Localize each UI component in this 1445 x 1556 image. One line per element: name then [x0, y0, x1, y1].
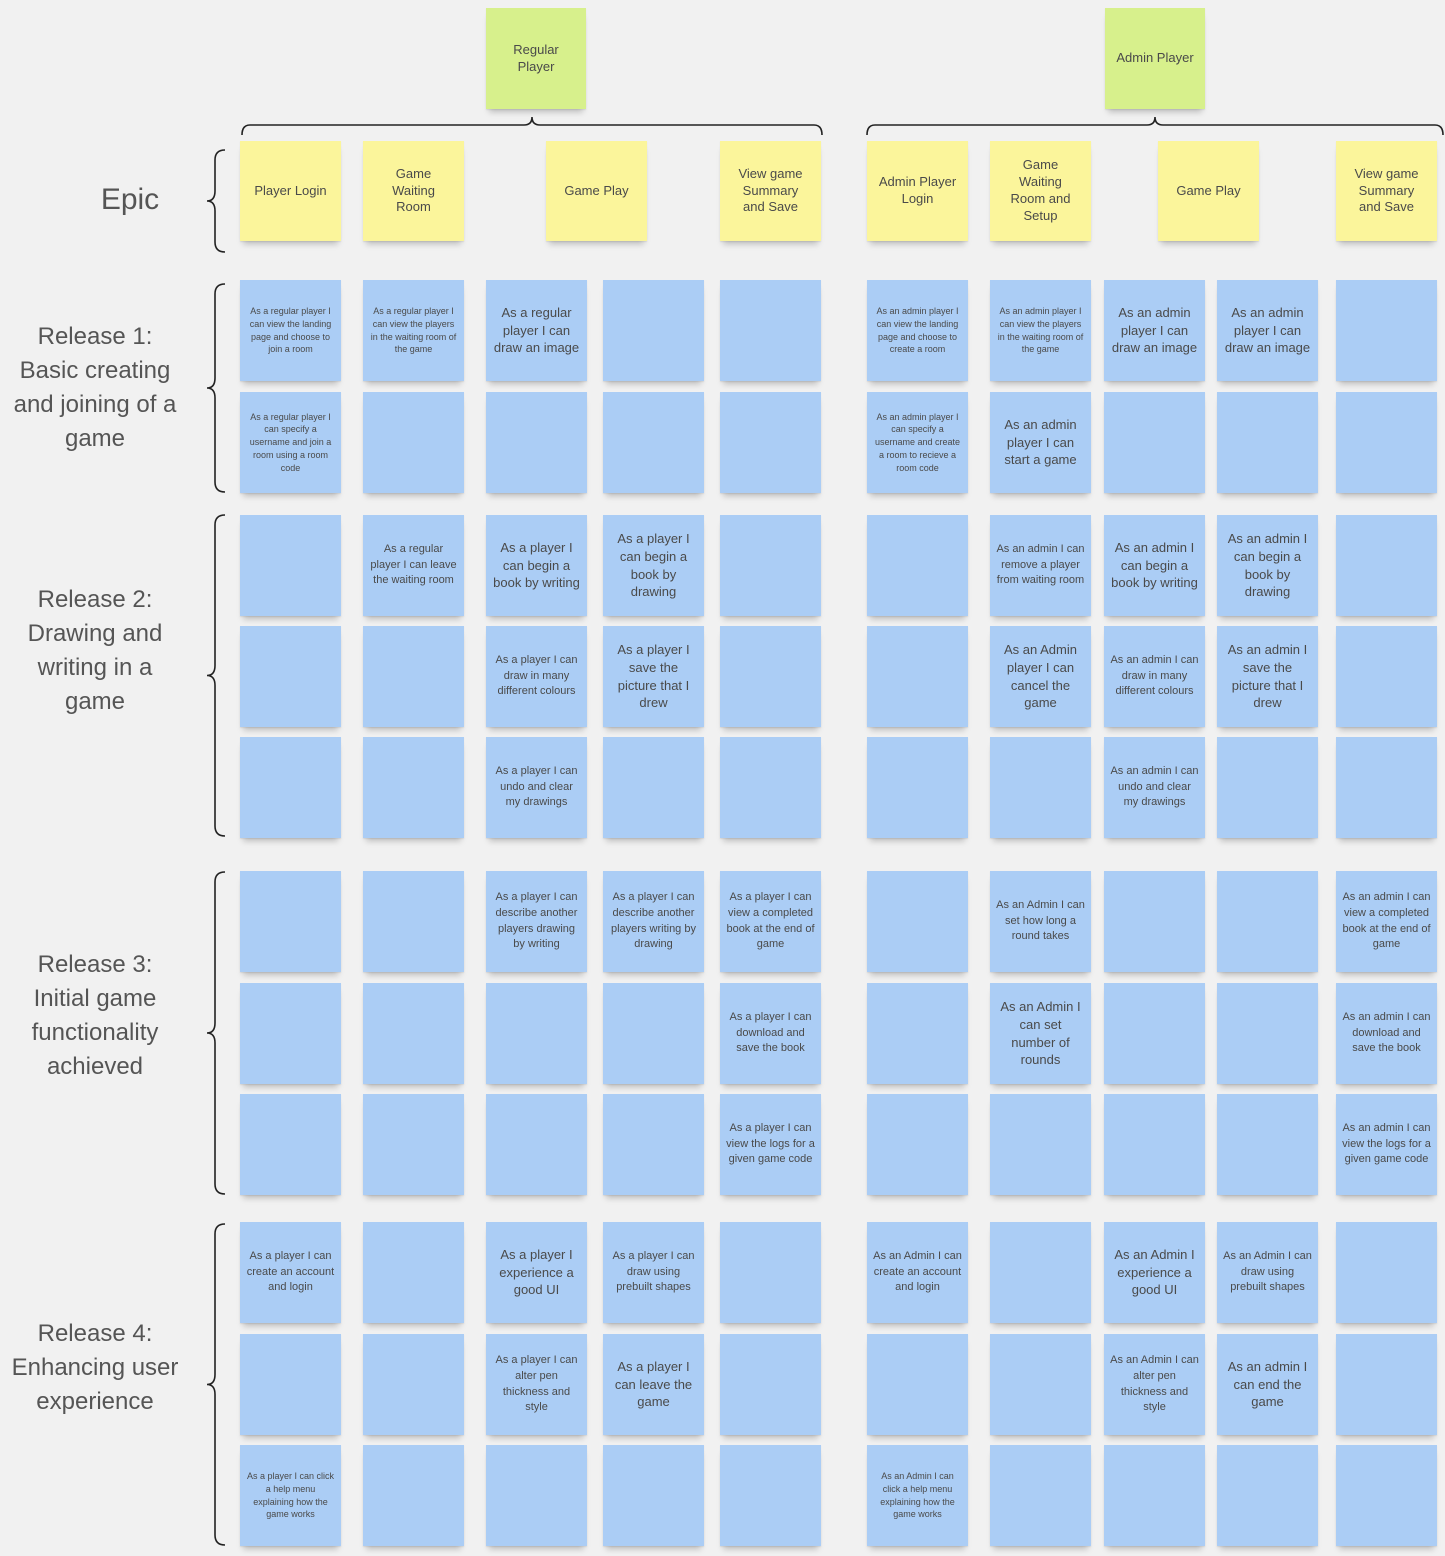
story-note[interactable]	[486, 280, 587, 381]
empty-story-note[interactable]	[486, 1094, 587, 1195]
empty-story-note[interactable]	[1217, 871, 1318, 972]
empty-story-note[interactable]	[240, 626, 341, 727]
story-note-text: As an admin I can download and save the book	[1342, 1011, 1431, 1055]
story-note[interactable]	[867, 1222, 968, 1323]
story-note[interactable]	[990, 871, 1091, 972]
story-note[interactable]	[1217, 1334, 1318, 1435]
persona-note[interactable]	[486, 8, 586, 109]
epic-note[interactable]	[240, 141, 341, 241]
epic-note[interactable]	[720, 141, 821, 241]
story-note-text: As a player I can alter pen thickness and style	[495, 1354, 578, 1414]
empty-story-note[interactable]	[1336, 1334, 1437, 1435]
epic-note-text: Game Waiting Room	[392, 165, 435, 215]
story-note-text: As an admin player I can view the landing page and choose to create a room	[876, 305, 959, 355]
empty-story-note[interactable]	[1336, 1222, 1437, 1323]
story-note-text: As a regular player I can specify a username and join a room using a room code	[249, 411, 332, 473]
story-note[interactable]	[1217, 280, 1318, 381]
story-note[interactable]	[363, 515, 464, 616]
empty-story-note[interactable]	[720, 737, 821, 838]
epic-note-text: Game Play	[1176, 182, 1241, 198]
story-note-text: As a player I can begin a book by drawing	[617, 530, 690, 600]
story-note[interactable]	[1336, 983, 1437, 1084]
story-note[interactable]	[1104, 1334, 1205, 1435]
epic-note-text: Admin Player Login	[878, 174, 957, 206]
empty-story-note[interactable]	[363, 983, 464, 1084]
story-note-text: As a player I can view a completed book at the end of game	[726, 891, 815, 951]
story-note[interactable]	[240, 392, 341, 493]
story-note[interactable]	[486, 1222, 587, 1323]
empty-story-note[interactable]	[1217, 1094, 1318, 1195]
empty-story-note[interactable]	[867, 515, 968, 616]
story-note-text: As an Admin I can set how long a round takes	[996, 899, 1085, 943]
story-note[interactable]	[867, 1445, 968, 1546]
empty-story-note[interactable]	[363, 737, 464, 838]
story-note[interactable]	[1104, 1222, 1205, 1323]
empty-story-note[interactable]	[867, 983, 968, 1084]
story-note[interactable]	[720, 871, 821, 972]
release-label: Release 3: Initial game functionality achieved	[31, 951, 159, 1080]
story-note-text: As an admin I save the picture that I drew	[1227, 641, 1308, 711]
story-note[interactable]	[486, 515, 587, 616]
story-note[interactable]	[720, 1094, 821, 1195]
story-note[interactable]	[486, 626, 587, 727]
empty-story-note[interactable]	[1104, 983, 1205, 1084]
empty-story-note[interactable]	[990, 1094, 1091, 1195]
story-note-text: As an admin player I can view the players in the waiting room of the game	[997, 305, 1084, 355]
empty-story-note[interactable]	[363, 1445, 464, 1546]
story-note[interactable]	[990, 983, 1091, 1084]
empty-story-note[interactable]	[603, 280, 704, 381]
empty-story-note[interactable]	[1104, 1094, 1205, 1195]
empty-story-note[interactable]	[603, 737, 704, 838]
story-note[interactable]	[1217, 515, 1318, 616]
empty-story-note[interactable]	[1336, 626, 1437, 727]
empty-story-note[interactable]	[867, 871, 968, 972]
release-label: Release 4: Enhancing user experience	[11, 1320, 179, 1415]
epic-note-text: Player Login	[254, 182, 327, 198]
empty-story-note[interactable]	[1217, 1445, 1318, 1546]
release-brace	[207, 515, 225, 836]
story-note[interactable]	[1104, 280, 1205, 381]
story-note-text: As an Admin I can alter pen thickness and style	[1110, 1354, 1199, 1414]
story-note-text: As an admin I can end the game	[1227, 1358, 1308, 1410]
story-note[interactable]	[240, 1445, 341, 1546]
story-note-text: As an admin player I can start a game	[1004, 416, 1077, 468]
story-note[interactable]	[1104, 626, 1205, 727]
release-brace	[207, 872, 225, 1194]
empty-story-note[interactable]	[363, 871, 464, 972]
story-note[interactable]	[720, 983, 821, 1084]
epic-note-text: View game Summary and Save	[738, 165, 803, 215]
story-note[interactable]	[486, 737, 587, 838]
empty-story-note[interactable]	[486, 983, 587, 1084]
epic-note-text: Game Waiting Room and Setup	[1010, 157, 1071, 223]
empty-story-note[interactable]	[720, 1334, 821, 1435]
empty-story-note[interactable]	[240, 1334, 341, 1435]
story-note-text: As a regular player I can view the players in the waiting room of the game	[370, 305, 457, 355]
epic-note[interactable]	[363, 141, 464, 241]
story-note-text: As a regular player I can view the landing page and choose to join a room	[249, 305, 332, 355]
epic-note-text: View game Summary and Save	[1354, 165, 1419, 215]
empty-story-note[interactable]	[603, 1094, 704, 1195]
empty-story-note[interactable]	[1336, 737, 1437, 838]
story-note[interactable]	[990, 280, 1091, 381]
story-note[interactable]	[603, 871, 704, 972]
empty-story-note[interactable]	[1217, 392, 1318, 493]
epic-note[interactable]	[546, 141, 647, 241]
empty-story-note[interactable]	[1336, 1445, 1437, 1546]
story-note[interactable]	[1217, 626, 1318, 727]
story-note[interactable]	[1104, 515, 1205, 616]
story-note[interactable]	[990, 392, 1091, 493]
empty-story-note[interactable]	[1104, 871, 1205, 972]
story-note-text: As a player I can download and save the book	[729, 1011, 812, 1055]
story-note[interactable]	[1336, 1094, 1437, 1195]
story-note-text: As a player I can create an account and login	[246, 1250, 335, 1294]
story-note-text: As an Admin I can draw using prebuilt shapes	[1223, 1250, 1312, 1294]
empty-story-note[interactable]	[1336, 280, 1437, 381]
empty-story-note[interactable]	[990, 1222, 1091, 1323]
story-note-text: As an admin I can view the logs for a given game code	[1342, 1122, 1431, 1166]
story-note-text: As an admin player I can draw an image	[1224, 304, 1311, 356]
story-note[interactable]	[603, 626, 704, 727]
story-note-text: As a player I can begin a book by writing	[493, 539, 580, 591]
story-note[interactable]	[1217, 1222, 1318, 1323]
empty-story-note[interactable]	[1217, 983, 1318, 1084]
story-note-text: As a player I experience a good UI	[499, 1246, 574, 1298]
story-note-text: As a player I can describe another players writing by drawing	[611, 891, 696, 951]
story-note-text: As an Admin player I can cancel the game	[1004, 641, 1077, 711]
empty-story-note[interactable]	[363, 1334, 464, 1435]
persona-note[interactable]	[1105, 8, 1205, 109]
epic-note[interactable]	[1158, 141, 1259, 241]
story-note-text: As an admin I can view a completed book at the end of game	[1342, 891, 1431, 951]
story-note-text: As an admin I can draw in many different colours	[1110, 654, 1199, 698]
story-note[interactable]	[363, 280, 464, 381]
empty-story-note[interactable]	[486, 1445, 587, 1546]
empty-story-note[interactable]	[603, 392, 704, 493]
empty-story-note[interactable]	[720, 1222, 821, 1323]
persona-brace	[242, 117, 822, 135]
empty-story-note[interactable]	[486, 392, 587, 493]
story-note[interactable]	[486, 1334, 587, 1435]
story-note-text: As a player I can draw in many different colours	[495, 654, 578, 698]
story-note-text: As a regular player I can leave the waiting room	[370, 543, 457, 587]
release-label: Release 2: Drawing and writing in a game	[27, 586, 163, 715]
story-note[interactable]	[240, 1222, 341, 1323]
story-note[interactable]	[603, 515, 704, 616]
story-note-text: As a player I can draw using prebuilt shapes	[612, 1250, 695, 1294]
story-note-text: As a player I can leave the game	[614, 1358, 693, 1410]
story-note-text: As a regular player I can draw an image	[493, 304, 580, 356]
story-note-text: As an Admin I can set number of rounds	[1000, 998, 1081, 1068]
empty-story-note[interactable]	[603, 1445, 704, 1546]
release-brace	[207, 284, 225, 492]
empty-story-note[interactable]	[990, 1334, 1091, 1435]
empty-story-note[interactable]	[603, 983, 704, 1084]
story-note-text: As a player I can undo and clear my drawings	[495, 765, 578, 809]
release-brace	[207, 1224, 225, 1545]
story-note-text: As a player I can describe another players drawing by writing	[495, 891, 578, 951]
empty-story-note[interactable]	[240, 871, 341, 972]
empty-story-note[interactable]	[867, 1094, 968, 1195]
empty-story-note[interactable]	[363, 1094, 464, 1195]
empty-story-note[interactable]	[720, 280, 821, 381]
story-note-text: As an Admin I can click a help menu explaining how the game works	[880, 1470, 955, 1520]
empty-story-note[interactable]	[363, 626, 464, 727]
empty-story-note[interactable]	[1336, 515, 1437, 616]
story-note[interactable]	[1104, 737, 1205, 838]
empty-story-note[interactable]	[240, 983, 341, 1084]
story-note-text: As an admin I can undo and clear my drawings	[1110, 765, 1199, 809]
empty-story-note[interactable]	[867, 626, 968, 727]
empty-story-note[interactable]	[867, 737, 968, 838]
empty-story-note[interactable]	[240, 737, 341, 838]
empty-story-note[interactable]	[363, 392, 464, 493]
story-note-text: As a player I can view the logs for a given game code	[726, 1122, 815, 1166]
story-note[interactable]	[486, 871, 587, 972]
empty-story-note[interactable]	[720, 626, 821, 727]
empty-story-note[interactable]	[240, 1094, 341, 1195]
epic-note[interactable]	[1336, 141, 1437, 241]
empty-story-note[interactable]	[867, 1334, 968, 1435]
story-note-text: As an admin player I can draw an image	[1111, 304, 1198, 356]
epic-note[interactable]	[867, 141, 968, 241]
empty-story-note[interactable]	[1104, 1445, 1205, 1546]
persona-note-text: Regular Player	[513, 41, 559, 74]
story-note[interactable]	[240, 280, 341, 381]
epic-note-text: Game Play	[564, 182, 629, 198]
empty-story-note[interactable]	[990, 1445, 1091, 1546]
empty-story-note[interactable]	[720, 1445, 821, 1546]
empty-story-note[interactable]	[1336, 392, 1437, 493]
release-brace	[207, 150, 225, 252]
empty-story-note[interactable]	[1104, 392, 1205, 493]
empty-story-note[interactable]	[363, 1222, 464, 1323]
epic-note[interactable]	[990, 141, 1091, 241]
story-note[interactable]	[867, 392, 968, 493]
story-note[interactable]	[867, 280, 968, 381]
empty-story-note[interactable]	[720, 392, 821, 493]
story-note-text: As a player I save the picture that I drew	[617, 641, 690, 711]
story-note-text: As an Admin I can create an account and login	[873, 1250, 962, 1294]
story-note[interactable]	[603, 1334, 704, 1435]
story-note[interactable]	[990, 515, 1091, 616]
persona-brace	[867, 117, 1443, 135]
epic-label: Epic	[100, 183, 160, 216]
empty-story-note[interactable]	[720, 515, 821, 616]
story-note[interactable]	[1336, 871, 1437, 972]
story-note-text: As an admin I can remove a player from waiting room	[996, 543, 1085, 587]
story-note-text: As an admin I can begin a book by drawing	[1227, 530, 1308, 600]
story-note[interactable]	[603, 1222, 704, 1323]
empty-story-note[interactable]	[990, 737, 1091, 838]
story-note-text: As an admin I can begin a book by writing	[1111, 539, 1198, 591]
release-label: Release 1: Basic creating and joining of a game	[13, 323, 177, 452]
story-note-text: As a player I can click a help menu explaining how the game works	[246, 1470, 335, 1520]
persona-note-text: Admin Player	[1116, 50, 1194, 66]
story-note-text: As an admin player I can specify a username and create a room to recieve a room code	[874, 411, 961, 473]
story-note-text: As an Admin I experience a good UI	[1114, 1246, 1195, 1298]
empty-story-note[interactable]	[1217, 737, 1318, 838]
story-note[interactable]	[990, 626, 1091, 727]
empty-story-note[interactable]	[240, 515, 341, 616]
